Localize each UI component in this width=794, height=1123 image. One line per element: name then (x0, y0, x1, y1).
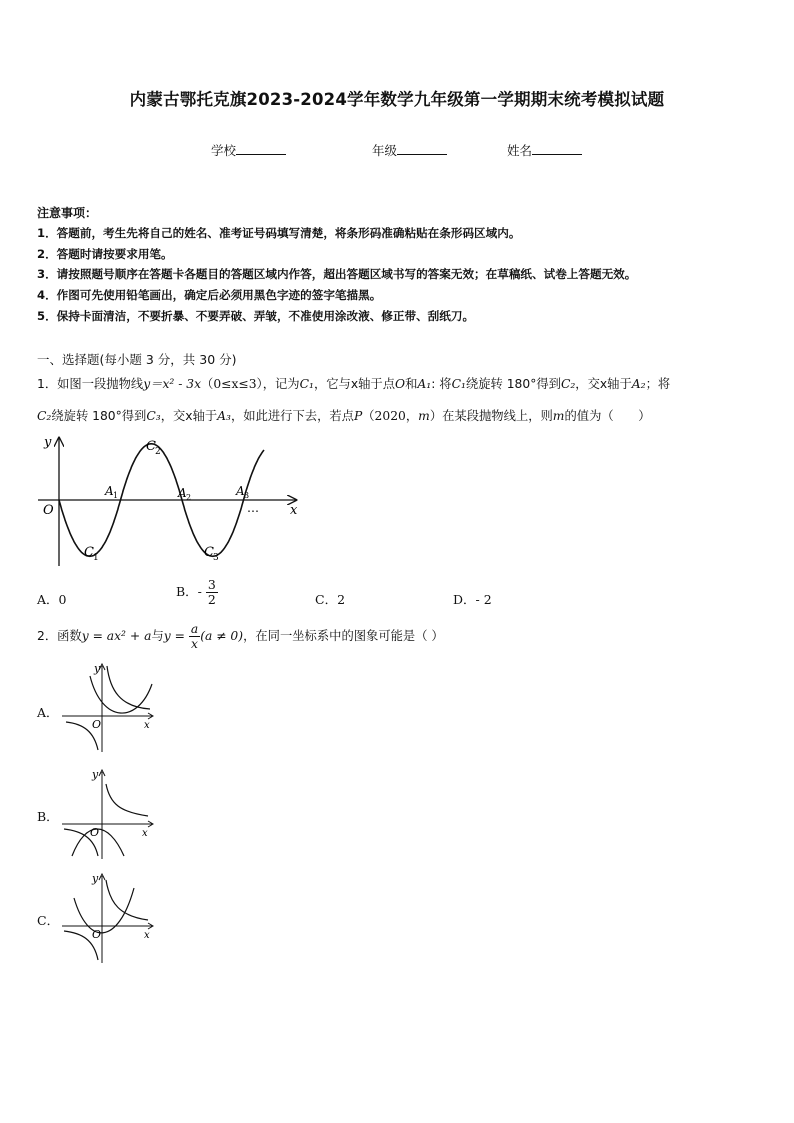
q1-c3: C₃ (146, 409, 161, 423)
x-axis-label: x (290, 503, 298, 518)
school-label: 学校 (211, 143, 237, 158)
svg-text:2: 2 (155, 447, 161, 457)
fraction-denominator: 2 (207, 592, 216, 607)
q1-c2: C₂ (560, 377, 576, 391)
q1-option-c[interactable]: C．2 (315, 592, 346, 607)
hyperbola-branch-q1 (106, 784, 148, 816)
q1-text: ，它与x轴于点 (313, 377, 395, 391)
q1-o: O (395, 377, 406, 391)
q2-text: ，在同一坐标系中的图象可能是（ ） (243, 629, 444, 643)
q1-equation: y＝x² - 3x (143, 377, 202, 391)
q1-text: ，交x轴于 (575, 377, 632, 391)
q2-option-a-label[interactable]: A． (37, 705, 59, 720)
svg-text:2: 2 (186, 493, 192, 502)
note-item: 1．答题前，考生先将自己的姓名、准考证号码填写清楚，将条形码准确粘贴在条形码区域内。 (37, 226, 521, 240)
fraction-numerator: 3 (207, 577, 216, 592)
q1-c1: C₁ (299, 377, 314, 391)
ellipsis: … (247, 501, 259, 515)
q1-m: m (552, 409, 565, 423)
q2-text: 2．函数 (37, 629, 82, 643)
y-axis-label: y (92, 872, 99, 885)
svg-text:C: C (84, 545, 94, 560)
hyperbola-branch-q1 (107, 666, 150, 709)
exam-title: 内蒙古鄂托克旗2023-2024学年数学九年级第一学期期末统考模拟试题 (129, 90, 665, 109)
q1-text: 绕旋转 180°得到 (465, 377, 561, 391)
origin-label: O (90, 826, 100, 839)
origin-label: O (43, 503, 54, 518)
q1-range: （0≤x≤3） (201, 377, 263, 391)
grade-label: 年级 (372, 143, 398, 158)
x-axis-label: x (144, 930, 150, 941)
name-field (507, 141, 582, 159)
section-title: 一、选择题(每小题 3 分，共 30 分) (37, 352, 237, 367)
q1-a3: A₃ (217, 409, 231, 423)
q1-option-a[interactable]: A．0 (37, 592, 67, 607)
q2-fraction (189, 622, 200, 651)
label-c1 (84, 545, 99, 563)
q1-point-p: P (353, 409, 363, 423)
q1-a2: A₂ (631, 377, 646, 391)
svg-text:A: A (236, 484, 245, 498)
school-blank (236, 143, 286, 155)
x-axis-label: x (144, 720, 150, 731)
question-1-line-2 (37, 406, 651, 424)
grade-blank (397, 143, 447, 155)
svg-text:3: 3 (244, 491, 250, 500)
hyperbola-branch-q1 (106, 880, 148, 920)
fraction-numerator: a (190, 622, 199, 636)
x-axis-label: x (142, 828, 148, 839)
question-2-line (37, 622, 444, 651)
question-1-line-1 (37, 374, 670, 392)
name-label: 姓名 (507, 143, 533, 158)
note-item: 4．作图可先使用铅笔画出，确定后必须用黑色字迹的签字笔描黑。 (37, 288, 382, 302)
note-item: 2．答题时请按要求用笔。 (37, 247, 173, 261)
svg-text:C: C (146, 439, 156, 454)
y-axis-label: y (92, 768, 99, 781)
q1-option-b-prefix: B．- (176, 584, 202, 599)
q1-text: 绕旋转 180°得到 (51, 409, 147, 423)
fraction (206, 578, 218, 607)
svg-text:3: 3 (213, 553, 219, 563)
label-c2 (146, 439, 161, 457)
q1-c1: C₁ (451, 377, 466, 391)
q1-option-d[interactable]: D．- 2 (453, 592, 492, 607)
notes-heading: 注意事项： (37, 206, 98, 220)
q2-option-a-graph[interactable] (60, 660, 160, 755)
svg-text:C: C (204, 545, 214, 560)
parabola (90, 676, 152, 713)
y-axis-label: y (94, 662, 101, 675)
svg-text:1: 1 (93, 553, 99, 563)
q1-text: : 将 (431, 377, 452, 391)
fraction-denominator: x (191, 637, 198, 651)
q1-text: 1．如图一段抛物线 (37, 377, 144, 391)
q1-c2: C₂ (37, 409, 52, 423)
label-c3 (204, 545, 219, 563)
q1-text: ，交x轴于 (160, 409, 218, 423)
q2-option-b-graph[interactable] (60, 764, 160, 862)
q1-text: ，记为 (262, 377, 300, 391)
q1-text: （2020， (362, 409, 419, 423)
q2-option-b-label[interactable]: B． (37, 809, 59, 824)
q1-text: ，如此进行下去，若点 (230, 409, 354, 423)
y-axis-label: y (44, 435, 52, 450)
q2-condition: (a ≠ 0) (200, 629, 244, 643)
q2-equation-2-lhs: y = (163, 629, 185, 643)
q1-parabola-figure (34, 432, 304, 572)
label-a2 (177, 486, 191, 502)
q1-option-b[interactable] (176, 578, 218, 607)
q1-text: ）在某段抛物线上，则 (429, 409, 553, 423)
note-item: 5．保持卡面清洁，不要折暴、不要弄破、弄皱，不准使用涂改液、修正带、刮纸刀。 (37, 309, 475, 323)
svg-text:A: A (178, 486, 187, 500)
svg-text:1: 1 (113, 491, 119, 500)
q1-text: ；将 (645, 377, 671, 391)
label-a1 (104, 484, 118, 500)
origin-label: O (92, 718, 102, 731)
q2-option-c-graph[interactable] (60, 868, 160, 966)
q2-option-c-label[interactable]: C． (37, 913, 60, 928)
q2-equation-1: y = ax² + a (81, 629, 152, 643)
school-field (211, 141, 286, 159)
note-item: 3．请按照题号顺序在答题卡各题目的答题区域内作答，超出答题区域书写的答案无效；在草稿纸、试卷上答题无效。 (37, 267, 637, 281)
q1-text: 的值为（ ） (564, 409, 651, 423)
q1-a1: A₁ (417, 377, 432, 391)
name-blank (532, 143, 582, 155)
svg-text:A: A (105, 484, 114, 498)
q2-text: 与 (151, 629, 164, 643)
grade-field (372, 141, 447, 159)
q1-text: 和 (405, 377, 418, 391)
origin-label: O (92, 928, 102, 941)
q1-m: m (418, 409, 430, 423)
